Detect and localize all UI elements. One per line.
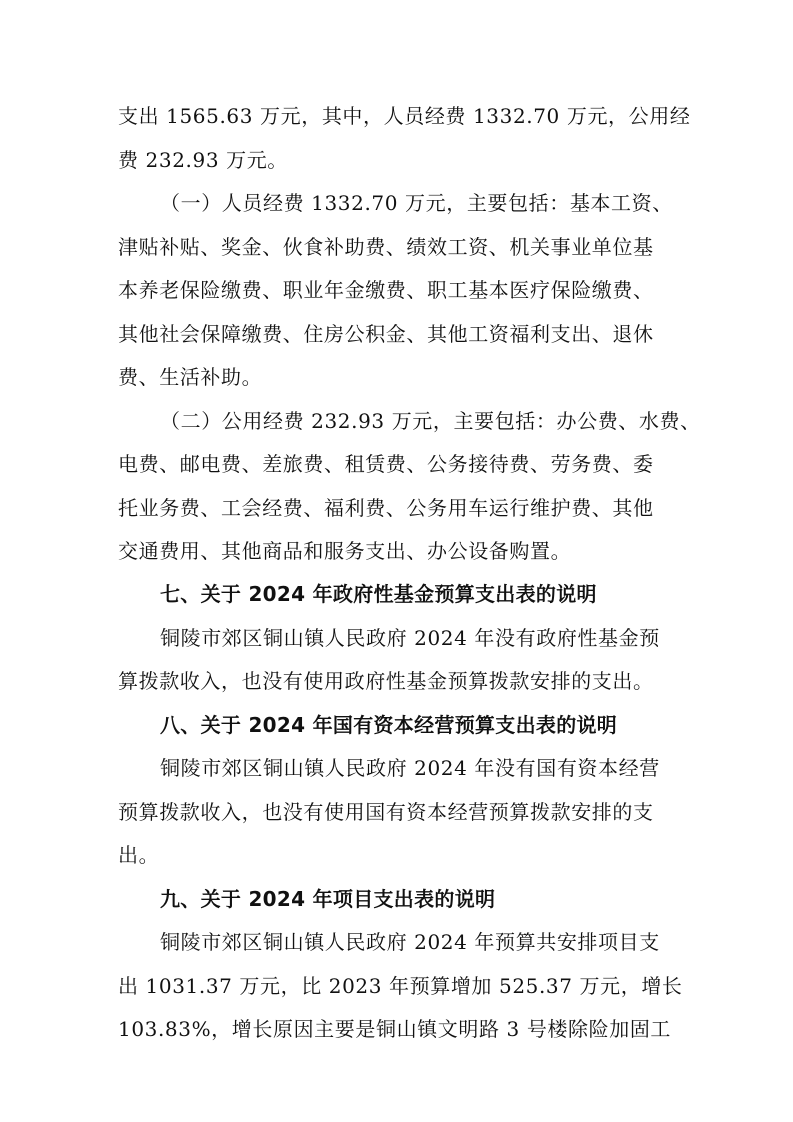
section-heading-7: 七、关于 2024 年政府性基金预算支出表的说明 <box>160 582 597 606</box>
paragraph-line: 铜陵市郊区铜山镇人民政府 2024 年预算共安排项目支 <box>160 930 660 954</box>
paragraph-line: 津贴补贴、奖金、伙食补助费、绩效工资、机关事业单位基 <box>118 235 654 259</box>
paragraph-line: （一）人员经费 1332.70 万元，主要包括：基本工资、 <box>160 191 673 215</box>
paragraph-line: 预算拨款收入，也没有使用国有资本经营预算拨款安排的支 <box>118 800 654 824</box>
section-heading-9: 九、关于 2024 年项目支出表的说明 <box>160 887 496 911</box>
paragraph-line: 算拨款收入，也没有使用政府性基金预算拨款安排的支出。 <box>118 669 654 693</box>
paragraph-line: 103.83%，增长原因主要是铜山镇文明路 3 号楼除险加固工 <box>118 1017 672 1041</box>
paragraph-line: 本养老保险缴费、职业年金缴费、职工基本医疗保险缴费、 <box>118 278 654 302</box>
paragraph-line: 出 1031.37 万元，比 2023 年预算增加 525.37 万元，增长 <box>118 974 683 998</box>
paragraph-line: 铜陵市郊区铜山镇人民政府 2024 年没有国有资本经营 <box>160 756 660 780</box>
paragraph-line: 出。 <box>118 843 160 867</box>
paragraph-line: 支出 1565.63 万元，其中，人员经费 1332.70 万元，公用经 <box>118 104 691 128</box>
paragraph-line: 其他社会保障缴费、住房公积金、其他工资福利支出、退休 <box>118 322 654 346</box>
section-heading-8: 八、关于 2024 年国有资本经营预算支出表的说明 <box>160 713 618 737</box>
paragraph-line: （二）公用经费 232.93 万元，主要包括：办公费、水费、 <box>160 409 701 433</box>
paragraph-line: 铜陵市郊区铜山镇人民政府 2024 年没有政府性基金预 <box>160 626 660 650</box>
paragraph-line: 费、生活补助。 <box>118 365 263 389</box>
paragraph-line: 托业务费、工会经费、福利费、公务用车运行维护费、其他 <box>118 496 654 520</box>
paragraph-line: 电费、邮电费、差旅费、租赁费、公务接待费、劳务费、委 <box>118 452 654 476</box>
paragraph-line: 费 232.93 万元。 <box>118 148 288 172</box>
paragraph-line: 交通费用、其他商品和服务支出、办公设备购置。 <box>118 539 572 563</box>
